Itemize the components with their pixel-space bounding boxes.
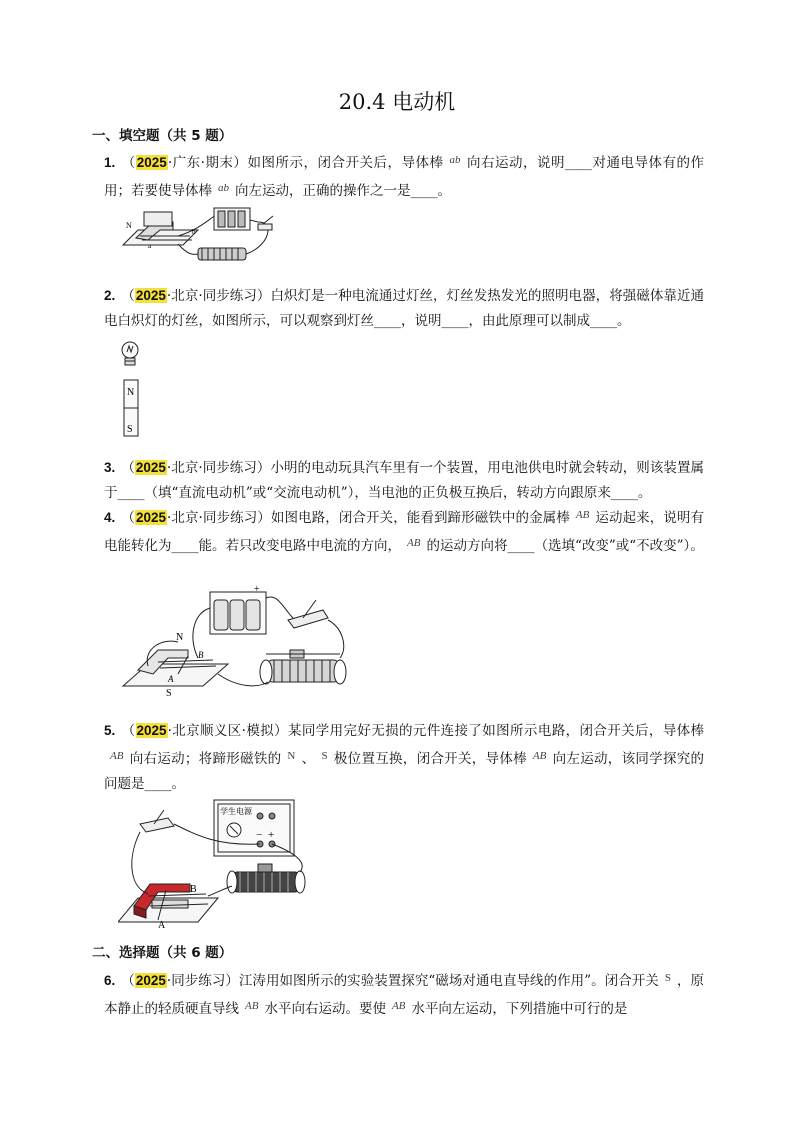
question-6 <box>104 966 704 1022</box>
terminal-minus-label: − <box>256 829 263 841</box>
math-symbol: AB <box>532 750 547 762</box>
year-tag: 2025 <box>135 973 166 988</box>
question-text: 水平向左运动，下列措施中可行的是 <box>411 1001 628 1017</box>
question-number: 4. <box>104 510 116 525</box>
question-text: 运动起来，说明有电能转化为____能。若只改变电路中电流的方向， <box>104 510 705 554</box>
math-symbol: AB <box>407 537 421 549</box>
question-text: 小明的电动玩具汽车里有一个装置，用电池供电时就会转动，则该装置属于____（填“直流电动机”或“交流电动机”），当电池的正负极互换后，转动方向跟原来____。 <box>104 460 704 501</box>
magnet-north-label: N <box>127 387 135 398</box>
section-heading-fill: 一、填空题（共 5 题） <box>92 128 233 144</box>
question-text: 向左运动，正确的操作之一是____。 <box>235 183 451 199</box>
source-open: （ <box>121 510 135 526</box>
source-tag: ·北京顺义区·模拟） <box>167 723 288 739</box>
power-supply-label: 学生电源 <box>220 807 252 816</box>
question-2 <box>104 283 704 334</box>
question-text: ，原本静止的轻质硬直导线 <box>104 973 705 1017</box>
source-open: （ <box>121 723 136 739</box>
question-number: 1. <box>104 155 116 170</box>
battery-plus-label: + <box>254 584 260 595</box>
year-tag: 2025 <box>136 723 167 738</box>
year-tag: 2025 <box>135 288 166 303</box>
math-symbol: AB <box>245 1000 259 1012</box>
q2-figure <box>118 336 148 440</box>
rod-end-b-label: B <box>190 884 197 895</box>
terminal-plus-label: + <box>268 829 275 841</box>
q1-figure <box>118 200 288 266</box>
source-tag: ·同步练习） <box>166 973 239 989</box>
source-open: （ <box>121 155 136 171</box>
q4-figure <box>118 578 358 702</box>
source-open: （ <box>121 460 135 476</box>
source-tag: ·北京·同步练习） <box>166 460 271 476</box>
year-tag: 2025 <box>135 510 166 525</box>
math-symbol: S <box>664 972 671 984</box>
question-text: 江涛用如图所示的实验装置探究“磁场对通电直导线的作用”。闭合开关 <box>238 973 659 989</box>
svg-text:b: b <box>192 228 196 236</box>
question-number: 2. <box>104 288 116 303</box>
magnet-south-label: S <box>166 688 172 699</box>
year-tag: 2025 <box>136 155 167 170</box>
source-open: （ <box>121 973 135 989</box>
question-number: 5. <box>104 723 116 738</box>
source-tag: ·北京·同步练习） <box>167 510 271 526</box>
math-symbol: AB <box>391 1000 406 1012</box>
question-3 <box>104 455 704 506</box>
source-open: （ <box>121 288 135 304</box>
magnet-south-label: S <box>127 424 133 435</box>
math-symbol: N <box>287 750 296 762</box>
source-tag: ·广东·期末） <box>167 155 248 171</box>
svg-text:N: N <box>126 221 132 230</box>
math-symbol: AB <box>110 750 124 762</box>
question-number: 6. <box>104 973 116 988</box>
question-text: 的运动方向将____（选填“改变”或“不改变”）。 <box>426 538 704 554</box>
question-5 <box>104 718 704 797</box>
question-text: 白炽灯是一种电流通过灯丝，灯丝发热发光的照明电器，将强磁体靠近通电白炽灯的灯丝，如图所示，可以观察到灯丝____，说明____，由此原理可以制成____。 <box>104 288 704 329</box>
question-text: 水平向右运动。要使 <box>264 1001 386 1017</box>
question-text: 向右运动，说明____对通电导体有的作用；若要使导体棒 <box>104 155 705 199</box>
magnet-north-label: N <box>176 632 184 643</box>
question-text: 向左运动，该同学探究的问题是____。 <box>104 751 705 792</box>
question-text: 向右运动；将蹄形磁铁的 <box>129 751 282 767</box>
math-symbol: S <box>321 750 328 762</box>
page-title: 20.4 电动机 <box>338 90 456 114</box>
question-text: 某同学用完好无损的元件连接了如图所示电路，闭合开关后，导体棒 <box>287 723 704 739</box>
math-symbol: AB <box>575 509 590 521</box>
math-symbol: ab <box>449 154 461 166</box>
rod-end-a-label: A <box>158 920 166 930</box>
question-4 <box>104 503 704 559</box>
question-text: 如图所示，闭合开关后，导体棒 <box>247 155 444 171</box>
question-1 <box>104 148 704 204</box>
rod-end-b-label: B <box>198 650 204 660</box>
question-number: 3. <box>104 460 116 475</box>
svg-text:a: a <box>148 242 152 250</box>
separator: 、 <box>301 751 316 767</box>
math-symbol: ab <box>218 182 229 194</box>
year-tag: 2025 <box>135 460 166 475</box>
question-text: 极位置互换，闭合开关，导体棒 <box>333 751 527 767</box>
section-heading-choice: 二、选择题（共 6 题） <box>92 945 233 961</box>
q5-figure <box>118 796 318 930</box>
rod-end-a-label: A <box>168 674 174 684</box>
question-text: 如图电路，闭合开关，能看到蹄形磁铁中的金属棒 <box>270 510 570 526</box>
source-tag: ·北京·同步练习） <box>166 288 271 304</box>
